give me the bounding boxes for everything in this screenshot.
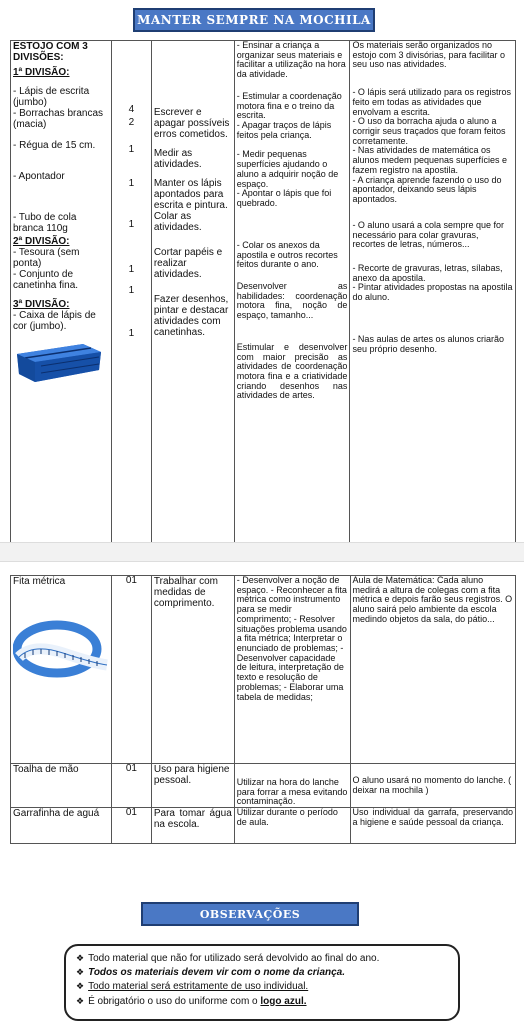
item-tesoura: - Tesoura (sem ponta) (13, 247, 80, 269)
items-column (11, 41, 112, 543)
use-fazer: Fazer desenhos, pintar e destacar atividades com canetinhas. (153, 294, 229, 338)
application-7: - Recorte de gravuras, letras, sílabas, anexo da apostila. (352, 262, 503, 283)
pencil-case-image (13, 336, 103, 386)
objective-5: - Apontar o lápis que foi quebrado. (236, 188, 332, 209)
objective-7: Desenvolver as habilidades: coordenação motora fina, noção de espaço, tamanho... (236, 280, 348, 321)
observation-line (76, 980, 448, 994)
application-2: - O lápis será utilizado para os registros feito em todas as atividades que envolvam a escrita. (352, 87, 512, 117)
use-colar: Colar as atividades. (153, 211, 202, 233)
use-cell: Uso para higiene pessoal. (151, 764, 234, 808)
diamond-bullet-icon: ❖ (76, 981, 85, 992)
item-caixa: - Caixa de lápis de cor (jumbo). (13, 310, 96, 332)
use-cortar: Cortar papéis e realizar atividades. (153, 247, 223, 280)
qty-cola: 1 (128, 219, 135, 231)
use-escrever: Escrever e apagar possíveis erros cometidos. (153, 107, 230, 140)
observations-banner (141, 902, 359, 926)
objective-cell: Utilizar na hora do lanche para forrar a mesa evitando contaminação. (234, 764, 350, 808)
diamond-bullet-icon: ❖ (76, 953, 85, 963)
item-borrachas: - Borrachas brancas (macia) (13, 108, 104, 130)
item-cola: - Tubo de cola branca 110g (13, 212, 77, 234)
qty-tesoura: 1 (128, 263, 135, 275)
materials-table-1 (10, 40, 516, 543)
materials-table-2 (10, 575, 516, 844)
application-3: - O uso da borracha ajuda o aluno a corrigir seus traçados que foram feitos corretamente. (352, 116, 506, 146)
application-cell: Uso individual da garrafa, preservando a higiene e saúde pessoal da criança. (350, 808, 515, 844)
logo-azul-text: logo azul. (260, 995, 307, 1007)
qty-borrachas: 2 (128, 116, 135, 128)
application-cell: Aula de Matemática: Cada aluno medirá a altura de colegas com a fita métrica e depois farão seus registros. O aluno sairá pelo ambiente da escola medindo objetos da sala, do pátio... (350, 576, 515, 764)
quantity-column (111, 41, 151, 543)
item-lapis: - Lápis de escrita (jumbo) (13, 86, 90, 108)
observation-text: Todo material que não for utilizado será devolvido ao final do ano. (88, 953, 380, 964)
application-1: Os materiais serão organizados no estojo com 3 divisórias, para facilitar o seu uso nas atividades. (352, 40, 506, 70)
objective-2: - Estimular a coordenação motora fina e o treino da escrita. (236, 90, 342, 121)
application-9: - Nas aulas de artes os alunos criarão seu próprio desenho. (352, 333, 505, 354)
application-cell: O aluno usará no momento do lanche. ( deixar na mochila ) (350, 764, 515, 808)
usage-column (151, 41, 234, 543)
observation-text: Todo material será estritamente de uso individual. (88, 981, 309, 993)
item-cell: Garrafinha de aguá (11, 808, 112, 844)
use-cell: Trabalhar com medidas de comprimento. (151, 576, 234, 764)
diamond-bullet-icon: ❖ (76, 967, 85, 978)
diamond-bullet-icon: ❖ (76, 995, 85, 1006)
page-title-banner (133, 8, 375, 32)
objective-6: - Colar os anexos da apostila e outros recortes feitos durante o ano. (236, 239, 338, 270)
objective-cell: Utilizar durante o período de aula. (234, 808, 350, 844)
objective-4: - Medir pequenas superfícies ajudando o aluno a adquirir noção de espaço. (236, 149, 339, 189)
division-1-heading: 1ª DIVISÃO: (13, 67, 70, 78)
qty-cell: 01 (112, 576, 152, 764)
measuring-tape-image (13, 613, 109, 683)
estojo-title: ESTOJO COM 3 DIVISÕES: (13, 41, 88, 63)
objectives-column (234, 41, 350, 543)
use-manter: Manter os lápis apontados para escrita e pintura. (153, 178, 228, 211)
application-6: - O aluno usará a cola sempre que for necessário para colar gravuras, recortes de letras, números... (352, 219, 505, 250)
division-3-heading: 3ª DIVISÃO: (13, 299, 70, 310)
qty-apontador: 1 (128, 178, 135, 190)
objective-3: - Apagar traços de lápis feitos pela criança. (236, 120, 332, 140)
qty-caixa: 1 (128, 327, 135, 339)
qty-canetinha: 1 (128, 284, 135, 296)
item-cell: Toalha de mão (11, 764, 112, 808)
objective-cell: - Desenvolver a noção de espaço. - Reconhecer a fita métrica como instrumento para se medir comprimento; - Resolver situações problema usando a fita métrica; Interpretar o enunciado de problemas; - Desenvolver capacidade de leitura, interpretação de texto e resolução de problemas; - Elaborar uma tabela de medidas; (234, 576, 350, 764)
observation-line (76, 966, 448, 980)
item-name: Fita métrica (13, 576, 66, 587)
use-cell: Para tomar água na escola. (151, 808, 234, 844)
qty-cell: 01 (112, 764, 152, 808)
observation-line (76, 952, 448, 966)
item-cell (11, 576, 112, 764)
application-5: - A criança aprende fazendo o uso do apontador, deixando seus lápis apontados. (352, 174, 502, 205)
qty-regua: 1 (128, 143, 135, 155)
objective-8: Estimular e desenvolver com maior precisão as atividades de coordenação motora fina e a criatividade criando desenhos nas atividades de artes. (236, 341, 348, 401)
page-title: MANTER SEMPRE NA MOCHILA (137, 13, 371, 27)
observation-line (76, 995, 448, 1009)
table-row (11, 764, 516, 808)
application-column (350, 41, 516, 543)
use-medir: Medir as atividades. (153, 148, 202, 170)
qty-lapis: 4 (128, 104, 135, 115)
item-apontador: - Apontador (13, 171, 65, 182)
item-regua: - Régua de 15 cm. (13, 140, 96, 151)
application-4: - Nas atividades de matemática os alunos medem pequenas superfícies e fazem registro na apostila. (352, 145, 508, 175)
observation-text: É obrigatório o uso do uniforme com o (88, 995, 261, 1007)
application-8: - Pintar atividades propostas na apostila do aluno. (352, 282, 513, 303)
observations-box (64, 944, 460, 1021)
observation-text: Todos os materiais devem vir com o nome da criança. (88, 967, 346, 979)
page-break (0, 542, 524, 562)
item-canetinha: - Conjunto de canetinha fina. (13, 269, 79, 291)
objective-1: - Ensinar a criança a organizar seus materiais e facilitar a utilização na hora da atividade. (236, 40, 346, 80)
table-row (11, 808, 516, 844)
table-row (11, 576, 516, 764)
qty-cell: 01 (112, 808, 152, 844)
division-2-heading: 2ª DIVISÃO: (13, 236, 70, 247)
observations-title: OBSERVAÇÕES (199, 907, 301, 921)
